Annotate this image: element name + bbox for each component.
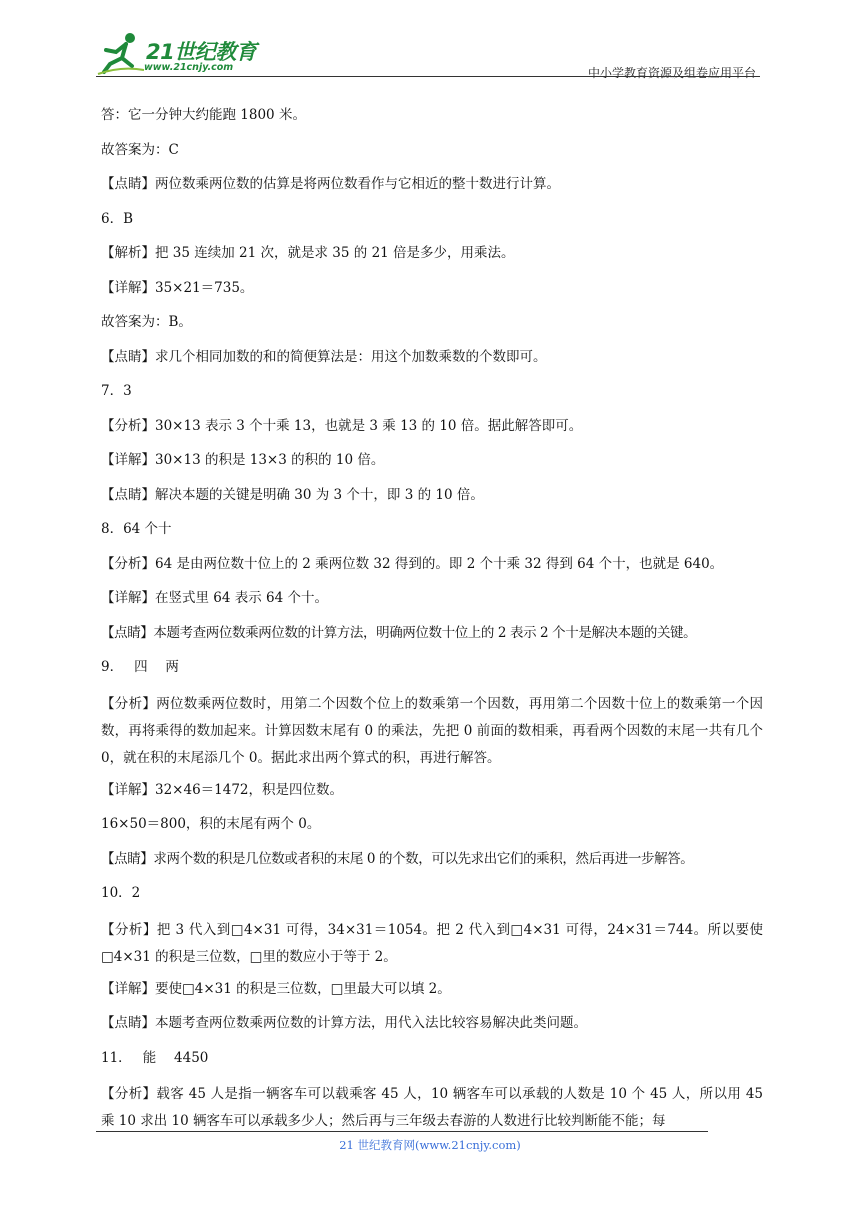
footer-source: 21 世纪教育网(www.21cnjy.com)	[339, 1138, 521, 1152]
question-answer-8: 8．64 个十	[101, 521, 172, 537]
text-line: 【解析】把 35 连续加 21 次，就是求 35 的 21 倍是多少，用乘法。	[101, 245, 515, 261]
logo-url: www.21cnjy.com	[144, 62, 234, 73]
text-line: 答：它一分钟大约能跑 1800 米。	[101, 107, 306, 123]
text-line: 【分析】64 是由两位数十位上的 2 乘两位数 32 得到的。即 2 个十乘 32 得到 64 个十，也就是 640。	[101, 555, 724, 572]
text-paragraph: 【分析】两位数乘两位数时，用第二个因数个位上的数乘第一个因数，再用第二个因数十位上的数乘第一个因数，再将乘得的数加起来。计算因数末尾有 0 的乘法，先把 0 前面的数相乘，再看两个因数的末尾一共有几个 0，就在积的末尾添几个 0。据此求出两个算式的积，再进行解答。	[101, 695, 763, 766]
text-line: 16×50＝800，积的末尾有两个 0。	[101, 816, 321, 832]
question-answer-6: 6．B	[101, 210, 134, 227]
page-header	[96, 30, 760, 80]
text-line: 【详解】32×46＝1472，积是四位数。	[101, 781, 344, 798]
question-answer-10: 10．2	[101, 885, 141, 901]
text-line: 【点睛】求几个相同加数的和的简便算法是：用这个加数乘数的个数即可。	[101, 348, 547, 365]
text-line: 【分析】30×13 表示 3 个十乘 13，也就是 3 乘 13 的 10 倍。据此解答即可。	[101, 417, 583, 434]
text-line: 【点睛】求两个数的积是几位数或者积的末尾 0 的个数，可以先求出它们的乘积，然后再进一步解答。	[101, 850, 694, 867]
site-logo	[96, 30, 266, 76]
runner-logo-icon	[96, 30, 146, 76]
text-line: 【详解】35×21＝735。	[101, 279, 254, 296]
text-line: 【点睛】本题考查两位数乘两位数的计算方法，明确两位数十位上的 2 表示 2 个十是解决本题的关键。	[101, 624, 697, 641]
text-line: 故答案为：B。	[101, 314, 192, 330]
text-paragraph: 【分析】载客 45 人是指一辆客车可以载乘客 45 人，10 辆客车可以承载的人数是 10 个 45 人，所以用 45 乘 10 求出 10 辆客车可以承载多少人；然后再与三年级去春游的人数进行比较判断能不能；每	[101, 1086, 763, 1129]
text-paragraph: 【分析】把 3 代入到□4×31 可得，34×31＝1054。把 2 代入到□4×31 可得，24×31＝744。所以要使□4×31 的积是三位数，□里的数应小于等于 2。	[101, 921, 763, 965]
answer-content	[101, 104, 763, 1142]
text-line: 【详解】要使□4×31 的积是三位数，□里最大可以填 2。	[101, 980, 451, 997]
text-line: 【点睛】本题考查两位数乘两位数的计算方法，用代入法比较容易解决此类问题。	[101, 1015, 587, 1031]
logo-text: 21世纪教育	[146, 40, 257, 64]
question-answer-7: 7．3	[101, 383, 132, 399]
question-answer-9: 9． 四 两	[101, 659, 179, 675]
footer-divider	[96, 1131, 708, 1132]
header-platform-label: 中小学教育资源及组卷应用平台	[587, 66, 756, 80]
text-line: 故答案为：C	[101, 141, 179, 158]
text-line: 【点睛】两位数乘两位数的估算是将两位数看作与它相近的整十数进行计算。	[101, 176, 560, 192]
text-line: 【详解】在竖式里 64 表示 64 个十。	[101, 590, 329, 606]
text-line: 【详解】30×13 的积是 13×3 的积的 10 倍。	[101, 452, 385, 468]
text-line: 【点睛】解决本题的关键是明确 30 为 3 个十，即 3 的 10 倍。	[101, 486, 484, 503]
question-answer-11: 11． 能 4450	[101, 1049, 209, 1066]
header-divider	[96, 76, 760, 77]
